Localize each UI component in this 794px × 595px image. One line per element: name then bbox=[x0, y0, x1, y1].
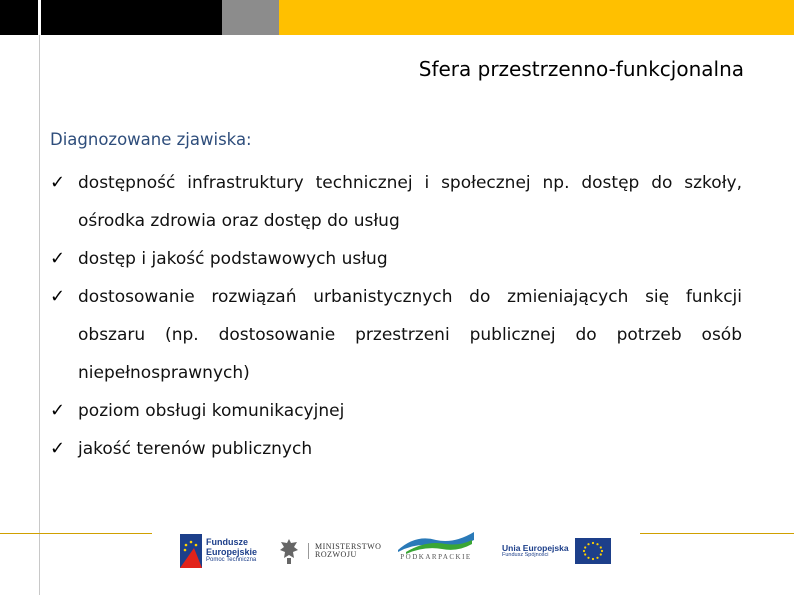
slide-subtitle: Diagnozowane zjawiska: bbox=[50, 130, 252, 149]
ue-label-2: Fundusz Spójności bbox=[502, 551, 549, 558]
podkarpackie-mountains-icon bbox=[396, 530, 476, 554]
banner-yellow-segment bbox=[279, 0, 794, 35]
fundusze-flag-icon bbox=[180, 534, 202, 568]
ministerstwo-label-2: ROZWOJU bbox=[315, 550, 357, 559]
bullet-text: poziom obsługi komunikacyjnej bbox=[78, 401, 345, 421]
banner-black-segment bbox=[0, 0, 222, 35]
footer-rule-right bbox=[640, 533, 794, 534]
footer-rule-left bbox=[0, 533, 152, 534]
bullet-item bbox=[50, 240, 742, 278]
bullet-item bbox=[50, 278, 742, 392]
fundusze-label-2: Europejskie bbox=[206, 546, 258, 557]
checkmark-icon: ✓ bbox=[50, 400, 66, 421]
podkarpackie-label: PODKARPACKIE bbox=[400, 553, 472, 561]
fundusze-europejskie-logo bbox=[180, 530, 257, 572]
ministerstwo-rozwoju-logo bbox=[278, 530, 381, 572]
checkmark-icon: ✓ bbox=[50, 248, 66, 269]
bullet-text: dostępność infrastruktury technicznej i społecznej np. dostęp do szkoły, ośrodka zdrowia oraz dostęp do usług bbox=[78, 173, 742, 231]
bullet-text: dostosowanie rozwiązań urbanistycznych do zmieniających się funkcji obszaru (np. dostosowanie przestrzeni publicznej do potrzeb osób niepełnosprawnych) bbox=[78, 287, 742, 383]
fundusze-label-1: Fundusze bbox=[206, 537, 248, 548]
bullet-text: jakość terenów publicznych bbox=[78, 439, 313, 459]
banner-divider bbox=[38, 0, 41, 35]
bullet-text: dostęp i jakość podstawowych usług bbox=[78, 249, 388, 269]
banner-gray-segment bbox=[222, 0, 279, 35]
unia-europejska-logo bbox=[502, 530, 611, 572]
eagle-emblem-icon bbox=[278, 536, 300, 566]
eu-flag-icon bbox=[575, 538, 611, 564]
ue-label-1: Unia Europejska bbox=[502, 542, 569, 553]
bullet-item bbox=[50, 164, 742, 240]
fundusze-label-3: Pomoc Techniczna bbox=[206, 557, 257, 564]
bullet-list bbox=[50, 164, 742, 468]
checkmark-icon: ✓ bbox=[50, 172, 66, 193]
bullet-item bbox=[50, 430, 742, 468]
left-vertical-rule bbox=[39, 35, 40, 595]
bullet-item bbox=[50, 392, 742, 430]
ministerstwo-label-1: MINISTERSTWO bbox=[315, 541, 382, 551]
slide-title: Sfera przestrzenno-funkcjonalna bbox=[418, 57, 744, 81]
checkmark-icon: ✓ bbox=[50, 438, 66, 459]
checkmark-icon: ✓ bbox=[50, 286, 66, 307]
podkarpackie-logo bbox=[396, 530, 476, 572]
